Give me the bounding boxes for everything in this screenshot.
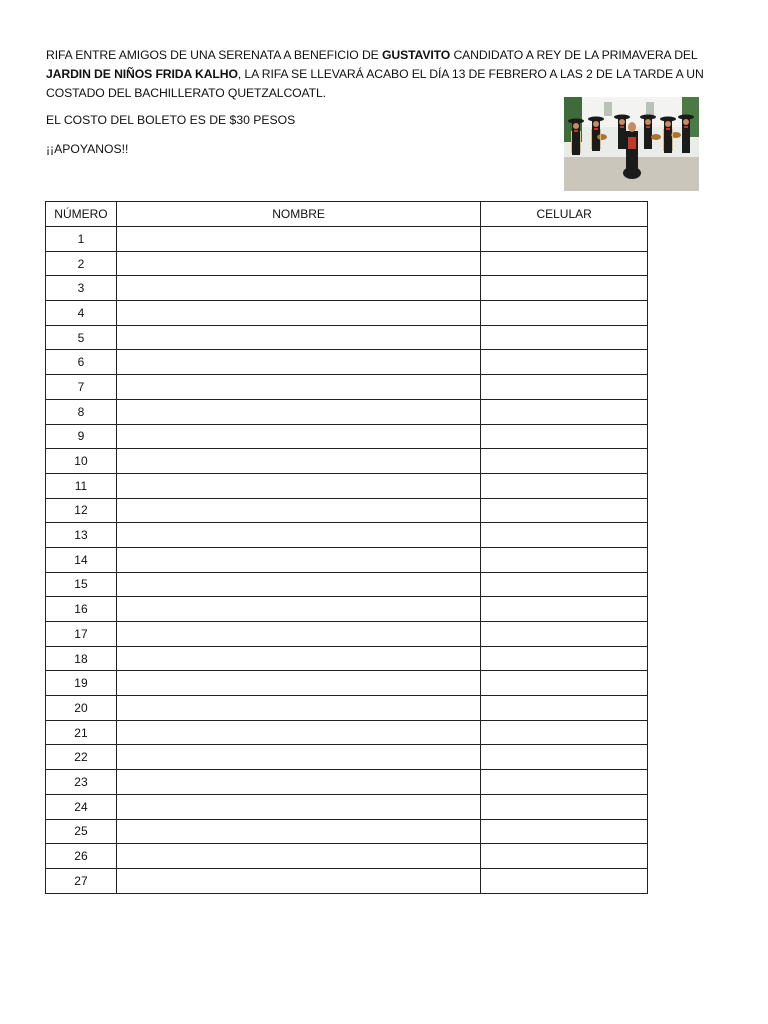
ticket-number: 11 bbox=[46, 473, 117, 498]
raffle-description bbox=[46, 46, 722, 103]
ticket-number: 26 bbox=[46, 844, 117, 869]
table-row bbox=[46, 696, 648, 721]
ticket-cost: EL COSTO DEL BOLETO ES DE $30 PESOS bbox=[46, 113, 296, 127]
ticket-number: 15 bbox=[46, 572, 117, 597]
table-row bbox=[46, 622, 648, 647]
phone-cell[interactable] bbox=[481, 597, 648, 622]
phone-cell[interactable] bbox=[481, 720, 648, 745]
phone-cell[interactable] bbox=[481, 523, 648, 548]
ticket-number: 23 bbox=[46, 770, 117, 795]
table-row bbox=[46, 375, 648, 400]
phone-cell[interactable] bbox=[481, 745, 648, 770]
ticket-number: 9 bbox=[46, 424, 117, 449]
table-row bbox=[46, 819, 648, 844]
school-name: JARDIN DE NIÑOS FRIDA KALHO bbox=[46, 67, 238, 81]
table-header-row bbox=[46, 202, 648, 227]
name-cell[interactable] bbox=[116, 449, 480, 474]
name-cell[interactable] bbox=[116, 622, 480, 647]
phone-cell[interactable] bbox=[481, 350, 648, 375]
phone-cell[interactable] bbox=[481, 325, 648, 350]
name-cell[interactable] bbox=[116, 276, 480, 301]
name-cell[interactable] bbox=[116, 424, 480, 449]
phone-cell[interactable] bbox=[481, 868, 648, 893]
table-row bbox=[46, 276, 648, 301]
name-cell[interactable] bbox=[116, 375, 480, 400]
table-row bbox=[46, 868, 648, 893]
ticket-number: 17 bbox=[46, 622, 117, 647]
table-row bbox=[46, 745, 648, 770]
name-cell[interactable] bbox=[116, 523, 480, 548]
table-row bbox=[46, 424, 648, 449]
name-cell[interactable] bbox=[116, 794, 480, 819]
phone-cell[interactable] bbox=[481, 572, 648, 597]
name-cell[interactable] bbox=[116, 572, 480, 597]
name-cell[interactable] bbox=[116, 301, 480, 326]
ticket-number: 14 bbox=[46, 547, 117, 572]
ticket-number: 8 bbox=[46, 399, 117, 424]
ticket-number: 12 bbox=[46, 498, 117, 523]
raffle-table-body bbox=[46, 227, 648, 894]
ticket-number: 6 bbox=[46, 350, 117, 375]
table-row bbox=[46, 720, 648, 745]
table-row bbox=[46, 844, 648, 869]
phone-cell[interactable] bbox=[481, 227, 648, 252]
ticket-number: 13 bbox=[46, 523, 117, 548]
mariachi-group-photo bbox=[564, 97, 699, 191]
name-cell[interactable] bbox=[116, 745, 480, 770]
name-cell[interactable] bbox=[116, 819, 480, 844]
name-cell[interactable] bbox=[116, 868, 480, 893]
name-cell[interactable] bbox=[116, 473, 480, 498]
phone-cell[interactable] bbox=[481, 375, 648, 400]
description-part-2: CANDIDATO A REY DE LA PRIMAVERA DEL bbox=[450, 48, 698, 62]
ticket-number: 20 bbox=[46, 696, 117, 721]
table-row bbox=[46, 646, 648, 671]
name-cell[interactable] bbox=[116, 325, 480, 350]
ticket-number: 27 bbox=[46, 868, 117, 893]
ticket-number: 5 bbox=[46, 325, 117, 350]
table-row bbox=[46, 325, 648, 350]
table-row bbox=[46, 770, 648, 795]
table-row bbox=[46, 449, 648, 474]
table-row bbox=[46, 498, 648, 523]
table-row bbox=[46, 399, 648, 424]
phone-cell[interactable] bbox=[481, 276, 648, 301]
header-number: NÚMERO bbox=[46, 202, 117, 227]
ticket-number: 1 bbox=[46, 227, 117, 252]
phone-cell[interactable] bbox=[481, 622, 648, 647]
ticket-number: 10 bbox=[46, 449, 117, 474]
name-cell[interactable] bbox=[116, 251, 480, 276]
name-cell[interactable] bbox=[116, 696, 480, 721]
mariachi-photo-illustration bbox=[564, 97, 699, 191]
table-row bbox=[46, 473, 648, 498]
table-row bbox=[46, 350, 648, 375]
phone-cell[interactable] bbox=[481, 473, 648, 498]
ticket-number: 25 bbox=[46, 819, 117, 844]
support-callout: ¡¡APOYANOS!! bbox=[46, 142, 129, 156]
ticket-number: 7 bbox=[46, 375, 117, 400]
description-part-3: , LA RIFA SE LLEVARÁ ACABO EL DÍA 13 DE FEBRERO A LAS 2 DE LA TARDE A UN COSTADO DEL BACHILLERATO QUETZALCOATL. bbox=[46, 67, 704, 100]
name-cell[interactable] bbox=[116, 227, 480, 252]
header-phone: CELULAR bbox=[481, 202, 648, 227]
name-cell[interactable] bbox=[116, 671, 480, 696]
ticket-number: 16 bbox=[46, 597, 117, 622]
name-cell[interactable] bbox=[116, 646, 480, 671]
table-row bbox=[46, 671, 648, 696]
ticket-number: 24 bbox=[46, 794, 117, 819]
ticket-number: 2 bbox=[46, 251, 117, 276]
phone-cell[interactable] bbox=[481, 547, 648, 572]
ticket-number: 19 bbox=[46, 671, 117, 696]
candidate-name: GUSTAVITO bbox=[381, 48, 451, 62]
table-row bbox=[46, 227, 648, 252]
table-row bbox=[46, 547, 648, 572]
name-cell[interactable] bbox=[116, 350, 480, 375]
ticket-number: 3 bbox=[46, 276, 117, 301]
phone-cell[interactable] bbox=[481, 770, 648, 795]
name-cell[interactable] bbox=[116, 399, 480, 424]
name-cell[interactable] bbox=[116, 720, 480, 745]
ticket-number: 18 bbox=[46, 646, 117, 671]
name-cell[interactable] bbox=[116, 770, 480, 795]
name-cell[interactable] bbox=[116, 498, 480, 523]
ticket-number: 21 bbox=[46, 720, 117, 745]
header-name: NOMBRE bbox=[116, 202, 480, 227]
raffle-table bbox=[45, 201, 648, 894]
ticket-number: 22 bbox=[46, 745, 117, 770]
name-cell[interactable] bbox=[116, 844, 480, 869]
phone-cell[interactable] bbox=[481, 696, 648, 721]
phone-cell[interactable] bbox=[481, 794, 648, 819]
description-part-1: RIFA ENTRE AMIGOS DE UNA SERENATA A BENEFICIO DE bbox=[46, 48, 382, 62]
phone-cell[interactable] bbox=[481, 646, 648, 671]
phone-cell[interactable] bbox=[481, 301, 648, 326]
table-row bbox=[46, 572, 648, 597]
phone-cell[interactable] bbox=[481, 449, 648, 474]
table-row bbox=[46, 251, 648, 276]
name-cell[interactable] bbox=[116, 547, 480, 572]
table-row bbox=[46, 301, 648, 326]
phone-cell[interactable] bbox=[481, 671, 648, 696]
phone-cell[interactable] bbox=[481, 251, 648, 276]
table-row bbox=[46, 597, 648, 622]
phone-cell[interactable] bbox=[481, 844, 648, 869]
phone-cell[interactable] bbox=[481, 498, 648, 523]
phone-cell[interactable] bbox=[481, 819, 648, 844]
table-row bbox=[46, 794, 648, 819]
name-cell[interactable] bbox=[116, 597, 480, 622]
ticket-number: 4 bbox=[46, 301, 117, 326]
phone-cell[interactable] bbox=[481, 424, 648, 449]
table-row bbox=[46, 523, 648, 548]
phone-cell[interactable] bbox=[481, 399, 648, 424]
